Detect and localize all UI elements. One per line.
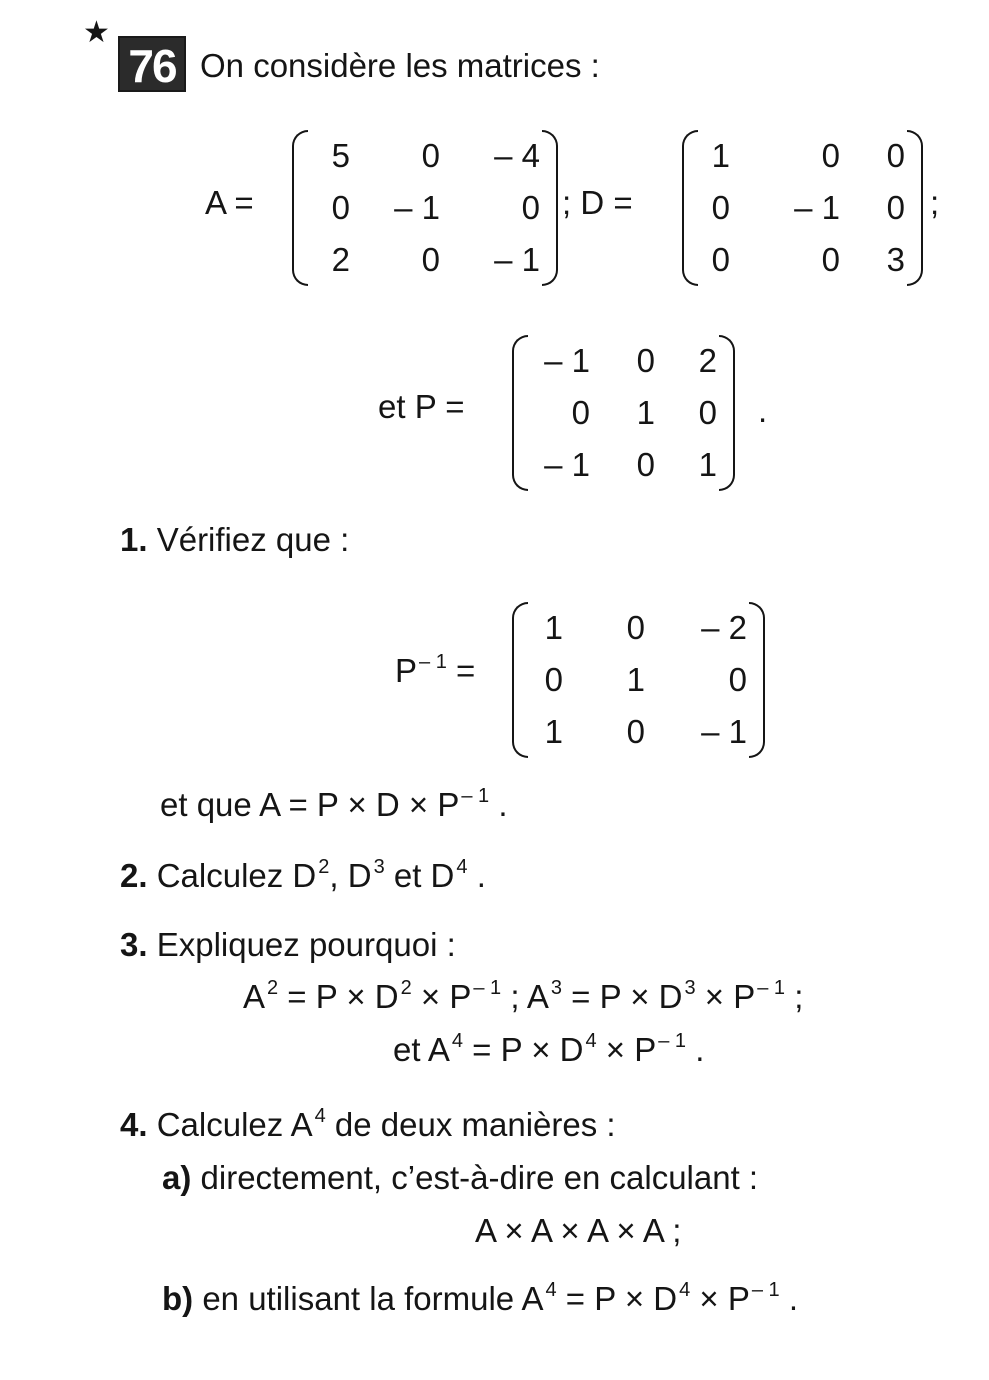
question-number: 4. [120, 1106, 148, 1143]
text: de deux manières : [325, 1106, 616, 1143]
exponent: 4 [679, 1279, 691, 1301]
matrix-a-label: A = [205, 184, 254, 221]
part-text: en utilisant la formule A [202, 1280, 544, 1317]
left-bracket [512, 602, 528, 758]
cell: – 1 [544, 446, 590, 483]
question-number: 3. [120, 926, 148, 963]
exp: 2 [400, 977, 412, 999]
q4-part-b [162, 1280, 798, 1323]
t: ; [785, 978, 804, 1015]
right-bracket [719, 335, 735, 491]
left-bracket [512, 335, 528, 491]
matrix-p-end: . [758, 392, 768, 429]
t: A [243, 978, 266, 1015]
q3-formula-line-2 [393, 1031, 704, 1074]
cell: 0 [886, 137, 905, 174]
exp: 4 [585, 1030, 597, 1052]
cell: 0 [521, 189, 540, 226]
matrix-d [700, 130, 905, 286]
cell: 3 [886, 241, 905, 278]
exponent: 3 [373, 856, 385, 878]
text: Calculez A [156, 1106, 313, 1143]
t: × P [411, 978, 472, 1015]
t: × P [596, 1031, 657, 1068]
cell: 2 [698, 342, 717, 379]
t: ; A [501, 978, 549, 1015]
right-bracket [542, 130, 558, 286]
cell: – 2 [701, 609, 747, 646]
exp: – 1 [473, 977, 502, 999]
exp: 3 [550, 977, 562, 999]
cell: 0 [711, 241, 730, 278]
part-text: × P [690, 1280, 750, 1317]
matrix-p-label: et P = [378, 388, 465, 425]
part-text: = P × D [556, 1280, 678, 1317]
part-text: directement, c’est-à-dire en calculant : [200, 1159, 759, 1196]
exponent: 4 [314, 1105, 326, 1127]
cell: 0 [886, 189, 905, 226]
cell: 1 [626, 661, 645, 698]
cell: 1 [698, 446, 717, 483]
cell: 5 [331, 137, 350, 174]
exp: 3 [684, 977, 696, 999]
part-text: . [788, 1280, 799, 1317]
left-bracket [292, 130, 308, 286]
exp: 2 [267, 977, 279, 999]
cell: 0 [728, 661, 747, 698]
cell: 0 [421, 137, 440, 174]
t: = P × D [463, 1031, 584, 1068]
t: = P × D [278, 978, 399, 1015]
matrix-p-inverse [530, 602, 747, 758]
q4-part-a [162, 1159, 758, 1197]
text: et D [384, 857, 455, 894]
exponent: 4 [545, 1279, 557, 1301]
cell: 0 [698, 394, 717, 431]
text: , D [329, 857, 372, 894]
question-4 [120, 1106, 616, 1149]
exponent: 4 [456, 856, 468, 878]
question-3 [120, 926, 456, 964]
question-text: Expliquez pourquoi : [156, 926, 456, 963]
matrix-a [310, 130, 540, 286]
text: Calculez D [156, 857, 317, 894]
cell: 1 [544, 609, 563, 646]
cell: 0 [571, 394, 590, 431]
cell: 1 [711, 137, 730, 174]
intro-text: On considère les matrices : [200, 47, 600, 84]
matrix-pinv-label [395, 652, 475, 695]
question-number: 2. [120, 857, 148, 894]
question-1 [120, 521, 349, 559]
cell: 0 [544, 661, 563, 698]
right-bracket [907, 130, 923, 286]
cell: 1 [544, 713, 563, 750]
exp: 4 [451, 1030, 464, 1052]
q4-part-a-formula: A × A × A × A ; [475, 1212, 682, 1249]
cell: 0 [636, 446, 655, 483]
star-icon: ★ [83, 16, 110, 49]
exponent: – 1 [461, 785, 490, 807]
q1-continuation [160, 786, 508, 829]
right-bracket [749, 602, 765, 758]
t: × P [695, 978, 756, 1015]
part-label: b) [162, 1280, 194, 1317]
cell: 2 [331, 241, 350, 278]
t: et A [393, 1031, 450, 1068]
t: . [695, 1031, 705, 1068]
cell: – 4 [494, 137, 540, 174]
t: = P × D [562, 978, 683, 1015]
q3-formula-line-1 [243, 978, 803, 1021]
question-2 [120, 857, 486, 900]
cell: 0 [636, 342, 655, 379]
question-number: 1. [120, 521, 148, 558]
cell: 0 [626, 609, 645, 646]
label-exponent: – 1 [419, 651, 447, 673]
exercise-number-badge: 76 [118, 36, 186, 92]
cell: – 1 [494, 241, 540, 278]
exponent: – 1 [751, 1279, 780, 1301]
exponent: 2 [318, 856, 330, 878]
left-bracket [682, 130, 698, 286]
label-equals: = [456, 652, 476, 689]
cell: 0 [821, 241, 840, 278]
cell: – 1 [794, 189, 840, 226]
cell: 0 [421, 241, 440, 278]
cell: – 1 [544, 342, 590, 379]
cell: 0 [331, 189, 350, 226]
cell: – 1 [701, 713, 747, 750]
cell: 1 [636, 394, 655, 431]
exp: – 1 [757, 977, 786, 999]
exp: – 1 [658, 1030, 687, 1052]
cell: 0 [626, 713, 645, 750]
matrix-p [530, 335, 717, 491]
text-end: . [498, 786, 508, 823]
cell: 0 [711, 189, 730, 226]
label-base: P [395, 652, 418, 689]
cell: 0 [821, 137, 840, 174]
text: . [476, 857, 486, 894]
matrix-d-end: ; [930, 184, 940, 221]
text: et que A = P × D × P [160, 786, 460, 823]
matrix-d-label: ; D = [562, 184, 633, 221]
part-label: a) [162, 1159, 192, 1196]
cell: – 1 [394, 189, 440, 226]
question-text: Vérifiez que : [156, 521, 350, 558]
